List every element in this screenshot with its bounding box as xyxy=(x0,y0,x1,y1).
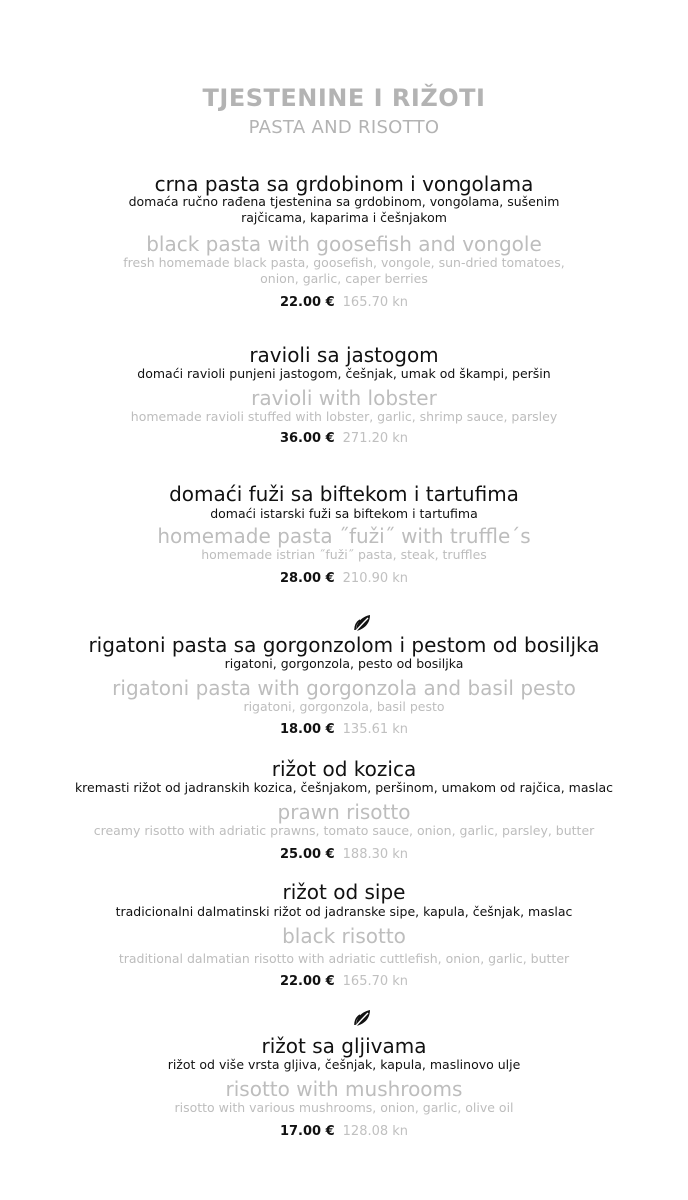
dish-description-hr: domaći ravioli punjeni jastogom, češnjak, umak od škampi, peršin xyxy=(137,366,551,381)
dish-name-en: rigatoni pasta with gorgonzola and basil pesto xyxy=(112,676,576,700)
price-kn: 271.20 kn xyxy=(342,431,409,446)
dish-description-hr: rigatoni, gorgonzola, pesto od bosiljka xyxy=(224,656,464,671)
dish-name-en: ravioli with lobster xyxy=(251,386,437,410)
dish-name-en: black pasta with goosefish and vongole xyxy=(146,232,542,256)
price-eur: 22.00 € xyxy=(279,295,335,310)
price-kn: 188.30 kn xyxy=(342,847,409,862)
dish-name-hr: ravioli sa jastogom xyxy=(249,343,439,367)
dish-description-en: risotto with various mushrooms, onion, garlic, olive oil xyxy=(174,1100,514,1115)
leaf-icon xyxy=(352,612,374,634)
dish-description-hr: domaća ručno rađena tjestenina sa grdobinom, vongolama, sušenim rajčicama, kaparima i češnjakom xyxy=(128,194,560,225)
dish-name-hr: crna pasta sa grdobinom i vongolama xyxy=(154,172,534,196)
dish-name-hr: domaći fuži sa biftekom i tartufima xyxy=(169,482,519,506)
dish-price xyxy=(0,431,688,446)
dish-price xyxy=(0,847,688,862)
dish-description-hr: rižot od više vrsta gljiva, češnjak, kapula, maslinovo ulje xyxy=(167,1057,521,1072)
dish-name-hr: rižot od sipe xyxy=(282,880,406,904)
dish-name-en: prawn risotto xyxy=(277,800,411,824)
price-eur: 25.00 € xyxy=(279,847,335,862)
dish-price xyxy=(0,974,688,989)
dish-price xyxy=(0,722,688,737)
dish-price xyxy=(0,295,688,310)
dish-description-hr: domaći istarski fuži sa biftekom i tartufima xyxy=(210,506,478,521)
dish-description-en: rigatoni, gorgonzola, basil pesto xyxy=(243,699,445,714)
dish-name-hr: rižot od kozica xyxy=(271,757,417,781)
dish-name-en: risotto with mushrooms xyxy=(225,1077,463,1101)
price-kn: 128.08 kn xyxy=(342,1124,409,1139)
dish-description-hr: kremasti rižot od jadranskih kozica, češnjakom, peršinom, umakom od rajčica, maslac xyxy=(74,780,614,795)
dish-name-hr: rigatoni pasta sa gorgonzolom i pestom od bosiljka xyxy=(88,633,600,657)
section-title-en: PASTA AND RISOTTO xyxy=(248,117,440,138)
price-eur: 17.00 € xyxy=(279,1124,335,1139)
dish-description-en: homemade ravioli stuffed with lobster, garlic, shrimp sauce, parsley xyxy=(130,409,558,424)
price-eur: 18.00 € xyxy=(279,722,335,737)
dish-description-en: fresh homemade black pasta, goosefish, vongole, sun-dried tomatoes, onion, garlic, caper berries xyxy=(123,255,565,286)
price-kn: 165.70 kn xyxy=(342,295,409,310)
price-eur: 22.00 € xyxy=(279,974,335,989)
dish-description-en: creamy risotto with adriatic prawns, tomato sauce, onion, garlic, parsley, butter xyxy=(93,823,595,838)
dish-name-hr: rižot sa gljivama xyxy=(261,1034,427,1058)
leaf-icon xyxy=(352,1007,374,1029)
dish-description-en: traditional dalmatian risotto with adriatic cuttlefish, onion, garlic, butter xyxy=(118,951,570,966)
price-kn: 165.70 kn xyxy=(342,974,409,989)
price-eur: 36.00 € xyxy=(279,431,335,446)
dish-name-en: black risotto xyxy=(282,924,406,948)
price-kn: 135.61 kn xyxy=(342,722,409,737)
dish-price xyxy=(0,571,688,586)
dish-name-en: homemade pasta ˝fuži˝ with truffle´s xyxy=(157,524,531,548)
dish-description-en: homemade istrian ˝fuži˝ pasta, steak, truffles xyxy=(201,547,487,562)
section-title-hr: TJESTENINE I RIŽOTI xyxy=(202,84,486,112)
dish-description-hr: tradicionalni dalmatinski rižot od jadranske sipe, kapula, češnjak, maslac xyxy=(115,904,573,919)
price-eur: 28.00 € xyxy=(279,571,335,586)
price-kn: 210.90 kn xyxy=(342,571,409,586)
dish-price xyxy=(0,1124,688,1139)
